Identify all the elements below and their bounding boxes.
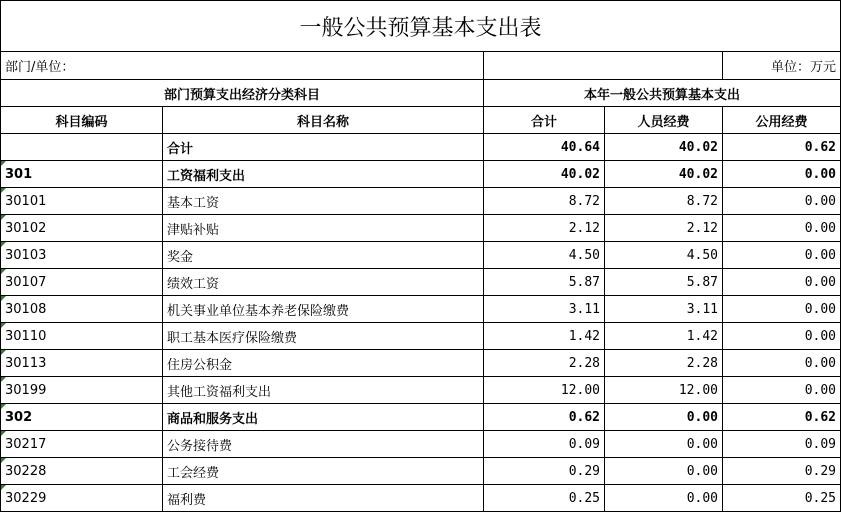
table-row xyxy=(1,215,841,242)
meta-row xyxy=(1,52,841,80)
cell-code[interactable]: 30228 xyxy=(1,458,163,485)
cell-marker-icon xyxy=(1,215,6,220)
cell-code[interactable]: 30107 xyxy=(1,269,163,296)
meta-blank-cell[interactable] xyxy=(484,52,723,80)
cell-total[interactable]: 0.62 xyxy=(484,404,605,431)
cell-public[interactable]: 0.00 xyxy=(723,242,841,269)
cell-personnel[interactable]: 12.00 xyxy=(605,377,723,404)
cell-personnel[interactable]: 40.02 xyxy=(605,161,723,188)
cell-name[interactable]: 公务接待费 xyxy=(163,431,484,458)
cell-name[interactable]: 机关事业单位基本养老保险缴费 xyxy=(163,296,484,323)
cell-code[interactable] xyxy=(1,134,163,161)
cell-total[interactable]: 8.72 xyxy=(484,188,605,215)
cell-personnel[interactable]: 8.72 xyxy=(605,188,723,215)
table-row xyxy=(1,242,841,269)
cell-marker-icon xyxy=(1,161,6,166)
cell-personnel[interactable]: 2.28 xyxy=(605,350,723,377)
table-row xyxy=(1,404,841,431)
cell-code[interactable]: 301 xyxy=(1,161,163,188)
table-row xyxy=(1,161,841,188)
cell-code[interactable]: 30108 xyxy=(1,296,163,323)
cell-code[interactable]: 30199 xyxy=(1,377,163,404)
cell-total[interactable]: 4.50 xyxy=(484,242,605,269)
cell-name[interactable]: 基本工资 xyxy=(163,188,484,215)
cell-name[interactable]: 工资福利支出 xyxy=(163,161,484,188)
column-header-total[interactable]: 合计 xyxy=(484,107,605,134)
cell-marker-icon xyxy=(1,404,6,409)
cell-marker-icon xyxy=(1,431,6,436)
table-row xyxy=(1,296,841,323)
column-header-row xyxy=(1,107,841,134)
cell-personnel[interactable]: 0.00 xyxy=(605,431,723,458)
cell-personnel[interactable]: 4.50 xyxy=(605,242,723,269)
group-header-row xyxy=(1,80,841,107)
cell-name[interactable]: 福利费 xyxy=(163,485,484,512)
cell-total[interactable]: 40.02 xyxy=(484,161,605,188)
cell-marker-icon xyxy=(1,485,6,490)
cell-public[interactable]: 0.00 xyxy=(723,296,841,323)
cell-marker-icon xyxy=(1,296,6,301)
cell-name[interactable]: 工会经费 xyxy=(163,458,484,485)
cell-code[interactable]: 30101 xyxy=(1,188,163,215)
title-row xyxy=(1,1,841,52)
cell-public[interactable]: 0.00 xyxy=(723,350,841,377)
cell-total[interactable]: 0.25 xyxy=(484,485,605,512)
cell-code[interactable]: 30110 xyxy=(1,323,163,350)
cell-marker-icon xyxy=(1,242,6,247)
cell-total[interactable]: 2.28 xyxy=(484,350,605,377)
table-row xyxy=(1,134,841,161)
cell-public[interactable]: 0.29 xyxy=(723,458,841,485)
column-header-personnel[interactable]: 人员经费 xyxy=(605,107,723,134)
cell-public[interactable]: 0.62 xyxy=(723,134,841,161)
cell-total[interactable]: 1.42 xyxy=(484,323,605,350)
cell-personnel[interactable]: 1.42 xyxy=(605,323,723,350)
cell-marker-icon xyxy=(1,377,6,382)
table-row xyxy=(1,377,841,404)
table-row xyxy=(1,269,841,296)
cell-total[interactable]: 3.11 xyxy=(484,296,605,323)
cell-name[interactable]: 职工基本医疗保险缴费 xyxy=(163,323,484,350)
cell-marker-icon xyxy=(1,350,6,355)
cell-total[interactable]: 5.87 xyxy=(484,269,605,296)
cell-marker-icon xyxy=(1,269,6,274)
cell-total[interactable]: 0.29 xyxy=(484,458,605,485)
cell-total[interactable]: 2.12 xyxy=(484,215,605,242)
cell-public[interactable]: 0.00 xyxy=(723,215,841,242)
table-row xyxy=(1,431,841,458)
department-label[interactable]: 部门/单位： xyxy=(1,52,484,80)
cell-name[interactable]: 津贴补贴 xyxy=(163,215,484,242)
cell-public[interactable]: 0.00 xyxy=(723,269,841,296)
cell-personnel[interactable]: 5.87 xyxy=(605,269,723,296)
cell-name[interactable]: 绩效工资 xyxy=(163,269,484,296)
table-row xyxy=(1,188,841,215)
unit-label[interactable]: 单位：万元 xyxy=(723,52,841,80)
cell-personnel[interactable]: 0.00 xyxy=(605,458,723,485)
cell-marker-icon xyxy=(1,188,6,193)
cell-marker-icon xyxy=(1,323,6,328)
cell-public[interactable]: 0.00 xyxy=(723,323,841,350)
cell-code[interactable]: 30113 xyxy=(1,350,163,377)
cell-code[interactable]: 30229 xyxy=(1,485,163,512)
cell-personnel[interactable]: 3.11 xyxy=(605,296,723,323)
cell-name[interactable]: 奖金 xyxy=(163,242,484,269)
cell-personnel[interactable]: 0.00 xyxy=(605,485,723,512)
cell-name[interactable]: 住房公积金 xyxy=(163,350,484,377)
page-title[interactable]: 一般公共预算基本支出表 xyxy=(1,1,841,52)
column-header-code[interactable]: 科目编码 xyxy=(1,107,163,134)
cell-public[interactable]: 0.00 xyxy=(723,188,841,215)
column-header-name[interactable]: 科目名称 xyxy=(163,107,484,134)
cell-code[interactable]: 30217 xyxy=(1,431,163,458)
table-row xyxy=(1,485,841,512)
table-row xyxy=(1,350,841,377)
table-row xyxy=(1,323,841,350)
cell-code[interactable]: 30103 xyxy=(1,242,163,269)
cell-personnel[interactable]: 2.12 xyxy=(605,215,723,242)
cell-public[interactable]: 0.00 xyxy=(723,377,841,404)
group-header-right[interactable]: 本年一般公共预算基本支出 xyxy=(484,80,841,107)
cell-public[interactable]: 0.25 xyxy=(723,485,841,512)
cell-personnel[interactable]: 0.00 xyxy=(605,404,723,431)
group-header-left[interactable]: 部门预算支出经济分类科目 xyxy=(1,80,484,107)
cell-name[interactable]: 其他工资福利支出 xyxy=(163,377,484,404)
cell-public[interactable]: 0.62 xyxy=(723,404,841,431)
cell-code[interactable]: 30102 xyxy=(1,215,163,242)
cell-total[interactable]: 0.09 xyxy=(484,431,605,458)
cell-total[interactable]: 40.64 xyxy=(484,134,605,161)
cell-public[interactable]: 0.00 xyxy=(723,161,841,188)
cell-public[interactable]: 0.09 xyxy=(723,431,841,458)
cell-name[interactable]: 商品和服务支出 xyxy=(163,404,484,431)
cell-personnel[interactable]: 40.02 xyxy=(605,134,723,161)
table-row xyxy=(1,458,841,485)
column-header-public[interactable]: 公用经费 xyxy=(723,107,841,134)
cell-code[interactable]: 302 xyxy=(1,404,163,431)
cell-total[interactable]: 12.00 xyxy=(484,377,605,404)
cell-marker-icon xyxy=(1,458,6,463)
cell-name[interactable]: 合计 xyxy=(163,134,484,161)
